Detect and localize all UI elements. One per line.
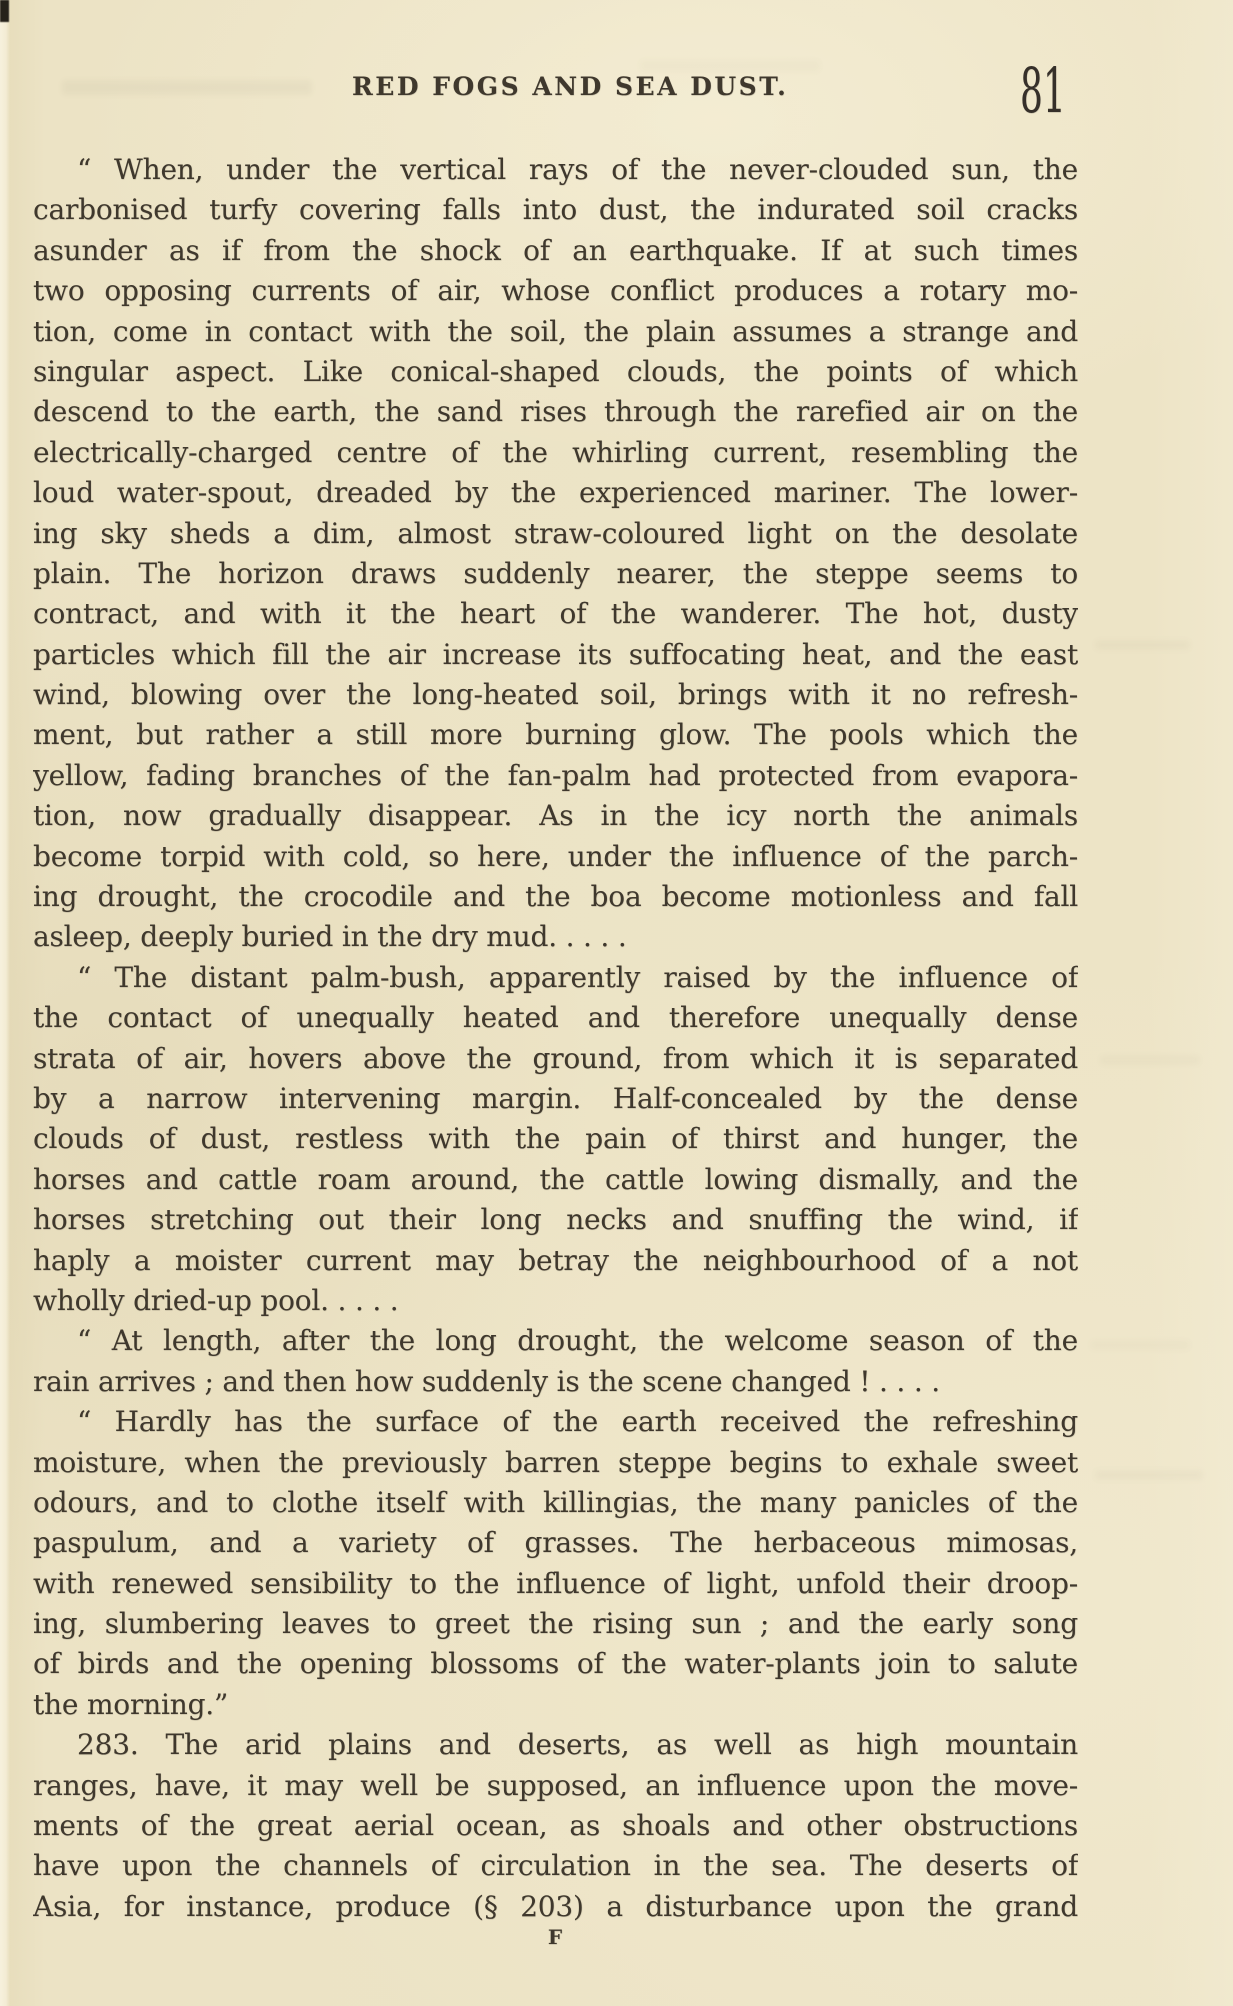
text-line: tion, come in contact with the soil, the plain assumes a strange and	[33, 314, 1078, 348]
text-line: descend to the earth, the sand rises through the rarefied air on the	[33, 395, 1078, 429]
text-line: two opposing currents of air, whose conflict produces a rotary mo-	[33, 274, 1078, 308]
paragraph	[33, 150, 1078, 958]
text-line: asunder as if from the shock of an earthquake. If at such times	[33, 233, 1078, 267]
text-line: strata of air, hovers above the ground, from which it is separated	[33, 1041, 1078, 1075]
text-line: by a narrow intervening margin. Half-concealed by the dense	[33, 1081, 1078, 1115]
text-line: ing drought, the crocodile and the boa become motionless and fall	[33, 880, 1078, 914]
text-line: moisture, when the previously barren steppe begins to exhale sweet	[33, 1445, 1078, 1479]
text-line: “ The distant palm-bush, apparently raised by the influence of	[77, 960, 1078, 994]
text-line: paspulum, and a variety of grasses. The herbaceous mimosas,	[33, 1526, 1078, 1560]
text-line: ment, but rather a still more burning glow. The pools which the	[33, 718, 1078, 752]
text-line: 283. The arid plains and deserts, as well as high mountain	[77, 1728, 1078, 1762]
signature-mark: F	[547, 1925, 564, 1949]
text-line: ing, slumbering leaves to greet the rising sun ; and the early song	[33, 1607, 1078, 1641]
text-line: tion, now gradually disappear. As in the icy north the animals	[33, 799, 1078, 833]
text-line: haply a moister current may betray the neighbourhood of a not	[33, 1243, 1078, 1277]
show-through-ghost	[62, 80, 312, 95]
text-line: plain. The horizon draws suddenly nearer, the steppe seems to	[33, 556, 1078, 590]
paragraph	[33, 958, 1078, 1322]
text-line: horses stretching out their long necks and snuffing the wind, if	[33, 1203, 1078, 1237]
page-header-title: RED FOGS AND SEA DUST.	[352, 72, 789, 101]
show-through-ghost	[1095, 640, 1190, 650]
text-line: “ At length, after the long drought, the welcome season of the	[77, 1324, 1078, 1358]
body-text	[33, 150, 1078, 1927]
text-line: become torpid with cold, so here, under the influence of the parch-	[33, 839, 1078, 873]
text-line: the morning.”	[33, 1687, 229, 1721]
paragraph	[33, 1321, 1078, 1402]
text-line: of birds and the opening blossoms of the water-plants join to salute	[33, 1647, 1078, 1681]
text-line: horses and cattle roam around, the cattle lowing dismally, and the	[33, 1162, 1078, 1196]
paragraph	[33, 1725, 1078, 1927]
text-line: the contact of unequally heated and therefore unequally dense	[33, 1001, 1078, 1035]
text-line: rain arrives ; and then how suddenly is the scene changed ! . . . .	[33, 1364, 940, 1398]
text-line: “ Hardly has the surface of the earth received the refreshing	[77, 1405, 1078, 1439]
text-line: wind, blowing over the long-heated soil, brings with it no refresh-	[33, 678, 1078, 712]
text-line: electrically-charged centre of the whirling current, resembling the	[33, 435, 1078, 469]
text-line: wholly dried-up pool. . . . .	[33, 1283, 399, 1317]
text-line: with renewed sensibility to the influence of light, unfold their droop-	[33, 1566, 1078, 1600]
show-through-ghost	[1095, 1470, 1203, 1480]
page-left-edge	[0, 0, 10, 2006]
show-through-ghost	[640, 60, 820, 72]
page-number: 81	[1020, 54, 1066, 127]
text-line: asleep, deeply buried in the dry mud. . . . .	[33, 920, 627, 954]
text-line: ing sky sheds a dim, almost straw-coloured light on the desolate	[33, 516, 1078, 550]
paragraph	[33, 1402, 1078, 1725]
text-line: contract, and with it the heart of the wanderer. The hot, dusty	[33, 597, 1078, 631]
text-line: yellow, fading branches of the fan-palm had protected from evapora-	[33, 758, 1078, 792]
text-line: have upon the channels of circulation in the sea. The deserts of	[33, 1849, 1078, 1883]
show-through-ghost	[1100, 1055, 1200, 1065]
text-line: odours, and to clothe itself with killingias, the many panicles of the	[33, 1485, 1078, 1519]
text-line: ments of the great aerial ocean, as shoals and other obstructions	[33, 1809, 1078, 1843]
text-line: Asia, for instance, produce (§ 203) a disturbance upon the grand	[33, 1889, 1078, 1923]
text-line: ranges, have, it may well be supposed, an influence upon the move-	[33, 1768, 1078, 1802]
text-line: carbonised turfy covering falls into dust, the indurated soil cracks	[33, 193, 1078, 227]
show-through-ghost	[1090, 1340, 1190, 1350]
scan-corner-artifact	[0, 0, 9, 22]
text-line: “ When, under the vertical rays of the never-clouded sun, the	[77, 153, 1078, 186]
text-line: particles which fill the air increase its suffocating heat, and the east	[33, 637, 1078, 671]
text-line: clouds of dust, restless with the pain of thirst and hunger, the	[33, 1122, 1078, 1156]
text-line: loud water-spout, dreaded by the experienced mariner. The lower-	[33, 476, 1078, 510]
text-line: singular aspect. Like conical-shaped clouds, the points of which	[33, 354, 1078, 388]
